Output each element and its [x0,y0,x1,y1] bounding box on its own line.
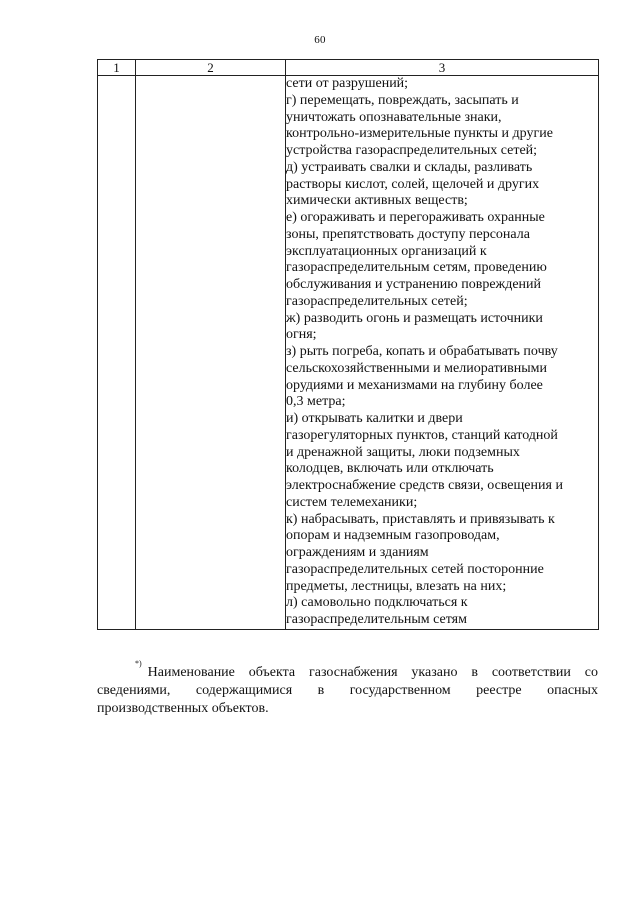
footnote-word: в [471,665,478,680]
footnote-word: указано [411,665,458,680]
footnote-marker: *) [135,659,142,668]
footnote-word: в [317,683,325,698]
table-header-row [98,60,599,76]
cell-text-line: обслуживания и устранению повреждений [286,277,542,292]
cell-text-line: газораспределительных сетей посторонние [286,561,544,577]
cell-text-line: систем телемеханики; [286,494,418,510]
footnote-word: Наименование [147,665,235,680]
cell-text-line: контрольно-измерительные пункты и другие [286,126,553,142]
cell-text-line: зоны, препятствовать доступу персонала [286,226,530,242]
footnote-line [97,659,598,682]
page-number: 60 [314,34,326,46]
cell-text-line: колодцев, включать или отключать [286,461,494,477]
cell-text-line: сети от разрушений; [286,76,409,91]
footnote-line-words [148,664,598,682]
footnote-word: государственном [349,683,451,698]
cell-text-line: к) набрасывать, приставлять и привязывать к [286,511,555,527]
footnote-word: газоснабжения [308,665,398,680]
cell-text-line: л) самовольно подключаться к [286,595,468,611]
footnote [97,659,598,718]
footnote-word: содержащимися [195,683,293,698]
cell-text-line: ограждениям и зданиям [286,545,429,560]
cell-text-line: газораспределительным сетям, проведению [286,260,547,276]
document-table [97,59,599,630]
cell-text-line: газорегуляторных пунктов, станций катодной [286,427,558,443]
column-header: 2 [136,60,286,76]
cell-text-line: газораспределительным сетям [286,612,467,627]
column-header: 3 [286,60,599,76]
cell-text-line: орудиями и механизмами на глубину более [286,377,543,393]
table-cell-col2 [136,76,286,630]
footnote-line: производственных объектов. [97,701,269,716]
footnote-word: реестре [476,683,522,698]
cell-text-line: ж) разводить огонь и размещать источники [286,310,543,326]
cell-text-line: и дренажной защиты, люки подземных [286,444,520,460]
cell-text-line: уничтожать опознавательные знаки, [286,109,502,125]
cell-text-line: е) огораживать и перегораживать охранные [286,210,545,225]
cell-text-line: г) перемещать, повреждать, засыпать и [286,92,519,108]
table-cell-col1 [98,76,136,630]
table-row [98,76,599,630]
cell-text-line: 0,3 метра; [286,394,346,410]
cell-text-line: д) устраивать свалки и склады, разливать [286,159,533,175]
cell-text-line: химически активных веществ; [286,193,468,209]
footnote-word: соответствии [491,665,571,680]
footnote-word: сведениями, [97,683,171,698]
cell-text-line: опорам и надземным газопроводам, [286,528,500,544]
cell-text-line: газораспределительных сетей; [286,293,468,309]
column-header: 1 [98,60,136,76]
footnote-line [97,682,598,700]
footnote-word: опасных [547,683,598,698]
cell-text-line: и) открывать калитки и двери [286,411,463,426]
cell-text-line: з) рыть погреба, копать и обрабатывать почву [286,344,558,359]
cell-text-line: огня; [286,327,317,343]
table-cell-col3 [286,76,599,630]
footnote-word: объекта [248,665,296,680]
cell-text-line: сельскохозяйственными и мелиоративными [286,360,548,376]
cell-text-line: устройства газораспределительных сетей; [286,143,538,158]
footnote-word: со [584,665,598,680]
cell-text-line: растворы кислот, солей, щелочей и других [286,176,540,192]
cell-text-line: электроснабжение средств связи, освещения и [286,478,563,493]
cell-text-line: эксплуатационных организаций к [286,243,487,259]
cell-text-line: предметы, лестницы, влезать на них; [286,578,507,594]
